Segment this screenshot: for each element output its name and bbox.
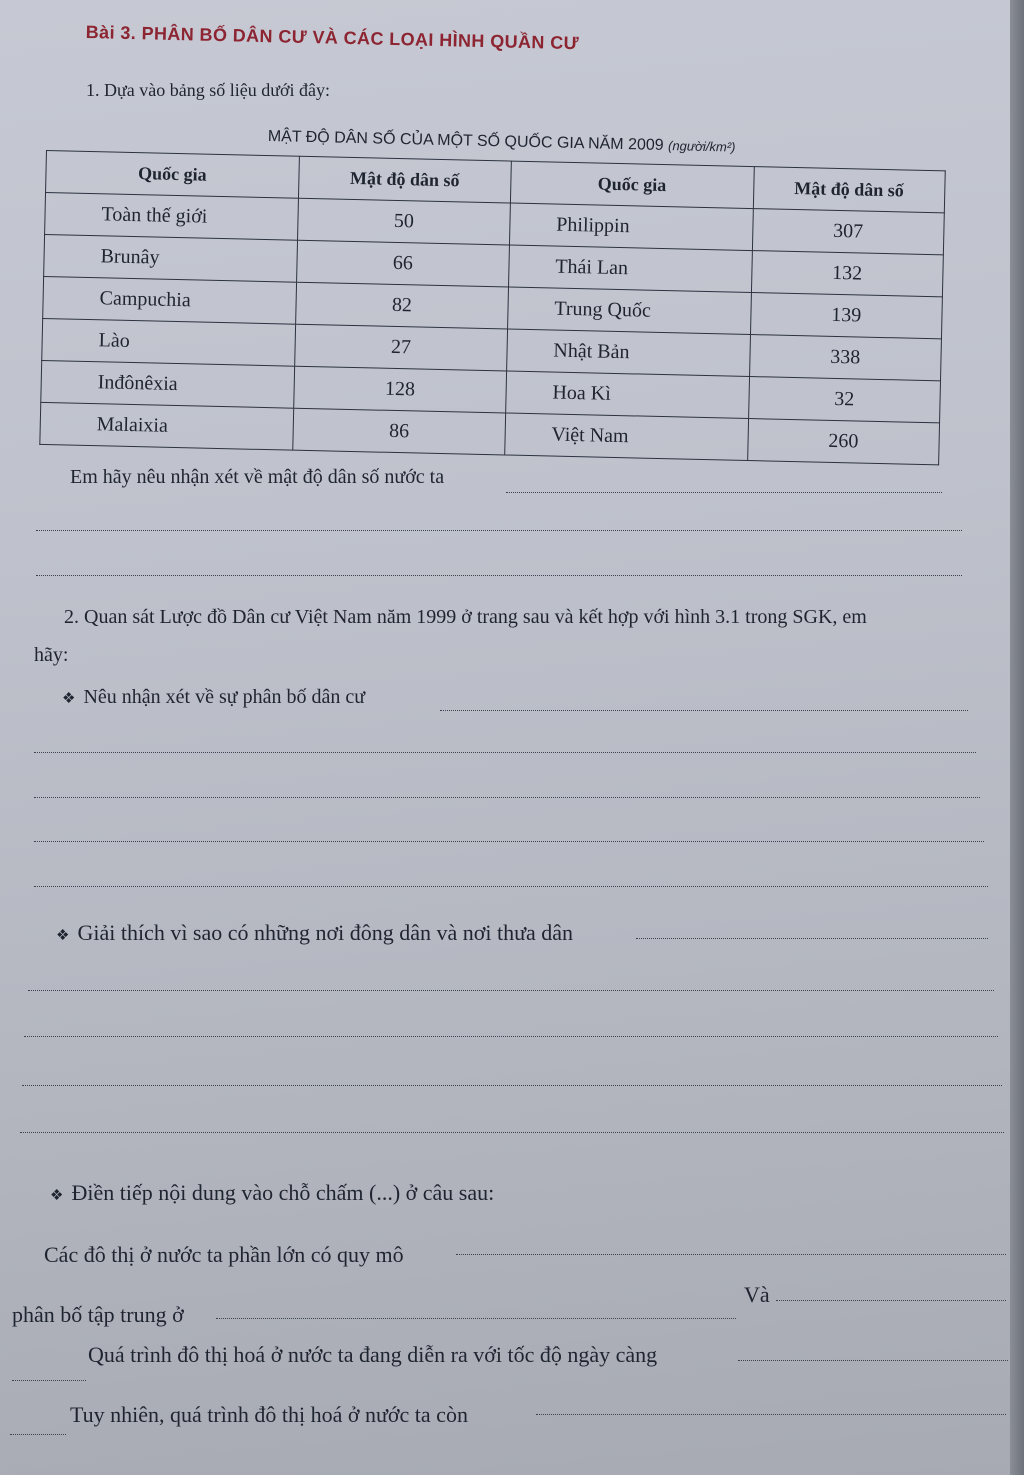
answer-line[interactable] — [636, 938, 988, 939]
cell-country: Inđônêxia — [41, 360, 295, 408]
cell-country: Trung Quốc — [507, 287, 751, 334]
table-title: MẬT ĐỘ DÂN SỐ CỦA MỘT SỐ QUỐC GIA NĂM 2009 — [267, 128, 664, 154]
fill-line2-and: Và — [744, 1282, 770, 1307]
answer-line[interactable] — [28, 990, 994, 991]
answer-line[interactable] — [10, 1434, 66, 1435]
answer-line[interactable] — [34, 752, 976, 753]
diamond-bullet-icon: ❖ — [50, 1188, 64, 1204]
header-density-2: Mật độ dân số — [753, 167, 945, 213]
header-country-1: Quốc gia — [46, 151, 300, 199]
question1-intro: 1. Dựa vào bảng số liệu dưới đây: — [86, 80, 330, 100]
cell-density: 50 — [297, 198, 510, 245]
answer-line[interactable] — [536, 1414, 1006, 1415]
population-density-table — [39, 150, 945, 465]
cell-density: 307 — [752, 209, 944, 255]
cell-density: 27 — [295, 324, 508, 371]
question2-intro-cont: hãy: — [34, 644, 69, 666]
header-density-1: Mật độ dân số — [298, 156, 511, 203]
question2-item3 — [50, 1180, 494, 1206]
answer-line[interactable] — [34, 886, 988, 887]
answer-line[interactable] — [776, 1300, 1006, 1301]
table-unit: (người/km²) — [667, 138, 736, 155]
cell-country: Brunây — [44, 234, 298, 282]
diamond-bullet-icon: ❖ — [56, 928, 70, 944]
question2-intro: 2. Quan sát Lược đồ Dân cư Việt Nam năm 1999 ở trang sau và kết hợp với hình 3.1 trong SGK, em — [64, 606, 867, 628]
answer-line[interactable] — [24, 1036, 998, 1037]
fill-line2-start: phân bố tập trung ở — [12, 1302, 184, 1327]
fill-line1: Các đô thị ở nước ta phần lớn có quy mô — [44, 1242, 404, 1267]
answer-line[interactable] — [506, 492, 942, 493]
question2-item2 — [56, 920, 573, 946]
answer-line[interactable] — [36, 530, 962, 531]
question1-prompt: Em hãy nêu nhận xét về mật độ dân số nước ta — [70, 466, 445, 488]
answer-line[interactable] — [440, 710, 968, 711]
cell-country: Malaixia — [40, 402, 294, 450]
answer-line[interactable] — [216, 1318, 736, 1319]
answer-line[interactable] — [12, 1380, 86, 1381]
lesson-title: Bài 3. PHÂN BỐ DÂN CƯ VÀ CÁC LOẠI HÌNH QUẦN CƯ — [85, 22, 580, 54]
cell-country: Nhật Bản — [506, 329, 750, 376]
answer-line[interactable] — [34, 797, 980, 798]
cell-density: 338 — [749, 335, 941, 381]
cell-density: 132 — [751, 251, 943, 297]
answer-line[interactable] — [20, 1132, 1004, 1133]
cell-country: Lào — [42, 318, 296, 366]
cell-density: 32 — [748, 377, 940, 423]
answer-line[interactable] — [36, 575, 962, 576]
cell-country: Campuchia — [43, 276, 297, 324]
cell-country: Toàn thế giới — [45, 193, 299, 241]
fill-line3: Quá trình đô thị hoá ở nước ta đang diễn ra với tốc độ ngày càng — [88, 1342, 658, 1367]
item1-text: Nêu nhận xét về sự phân bố dân cư — [83, 686, 366, 708]
cell-density: 82 — [296, 282, 509, 329]
page-edge — [1010, 0, 1024, 1475]
cell-density: 86 — [293, 408, 506, 455]
header-country-2: Quốc gia — [510, 161, 754, 208]
item3-text: Điền tiếp nội dung vào chỗ chấm (...) ở câu sau: — [71, 1180, 495, 1205]
item2-text: Giải thích vì sao có những nơi đông dân và nơi thưa dân — [77, 920, 574, 945]
answer-line[interactable] — [34, 841, 984, 842]
diamond-bullet-icon: ❖ — [62, 691, 76, 707]
cell-country: Philippin — [509, 203, 753, 250]
cell-country: Hoa Kì — [505, 371, 749, 418]
cell-density: 128 — [294, 366, 507, 413]
answer-line[interactable] — [738, 1360, 1008, 1361]
answer-line[interactable] — [22, 1085, 1002, 1086]
cell-density: 139 — [750, 293, 942, 339]
cell-country: Thái Lan — [508, 245, 752, 292]
table-caption — [268, 128, 736, 157]
cell-density: 260 — [747, 418, 939, 464]
cell-country: Việt Nam — [505, 413, 749, 460]
answer-line[interactable] — [456, 1254, 1006, 1255]
question2-item1 — [62, 686, 365, 709]
cell-density: 66 — [296, 240, 509, 287]
fill-line4: Tuy nhiên, quá trình đô thị hoá ở nước ta còn — [70, 1402, 468, 1427]
